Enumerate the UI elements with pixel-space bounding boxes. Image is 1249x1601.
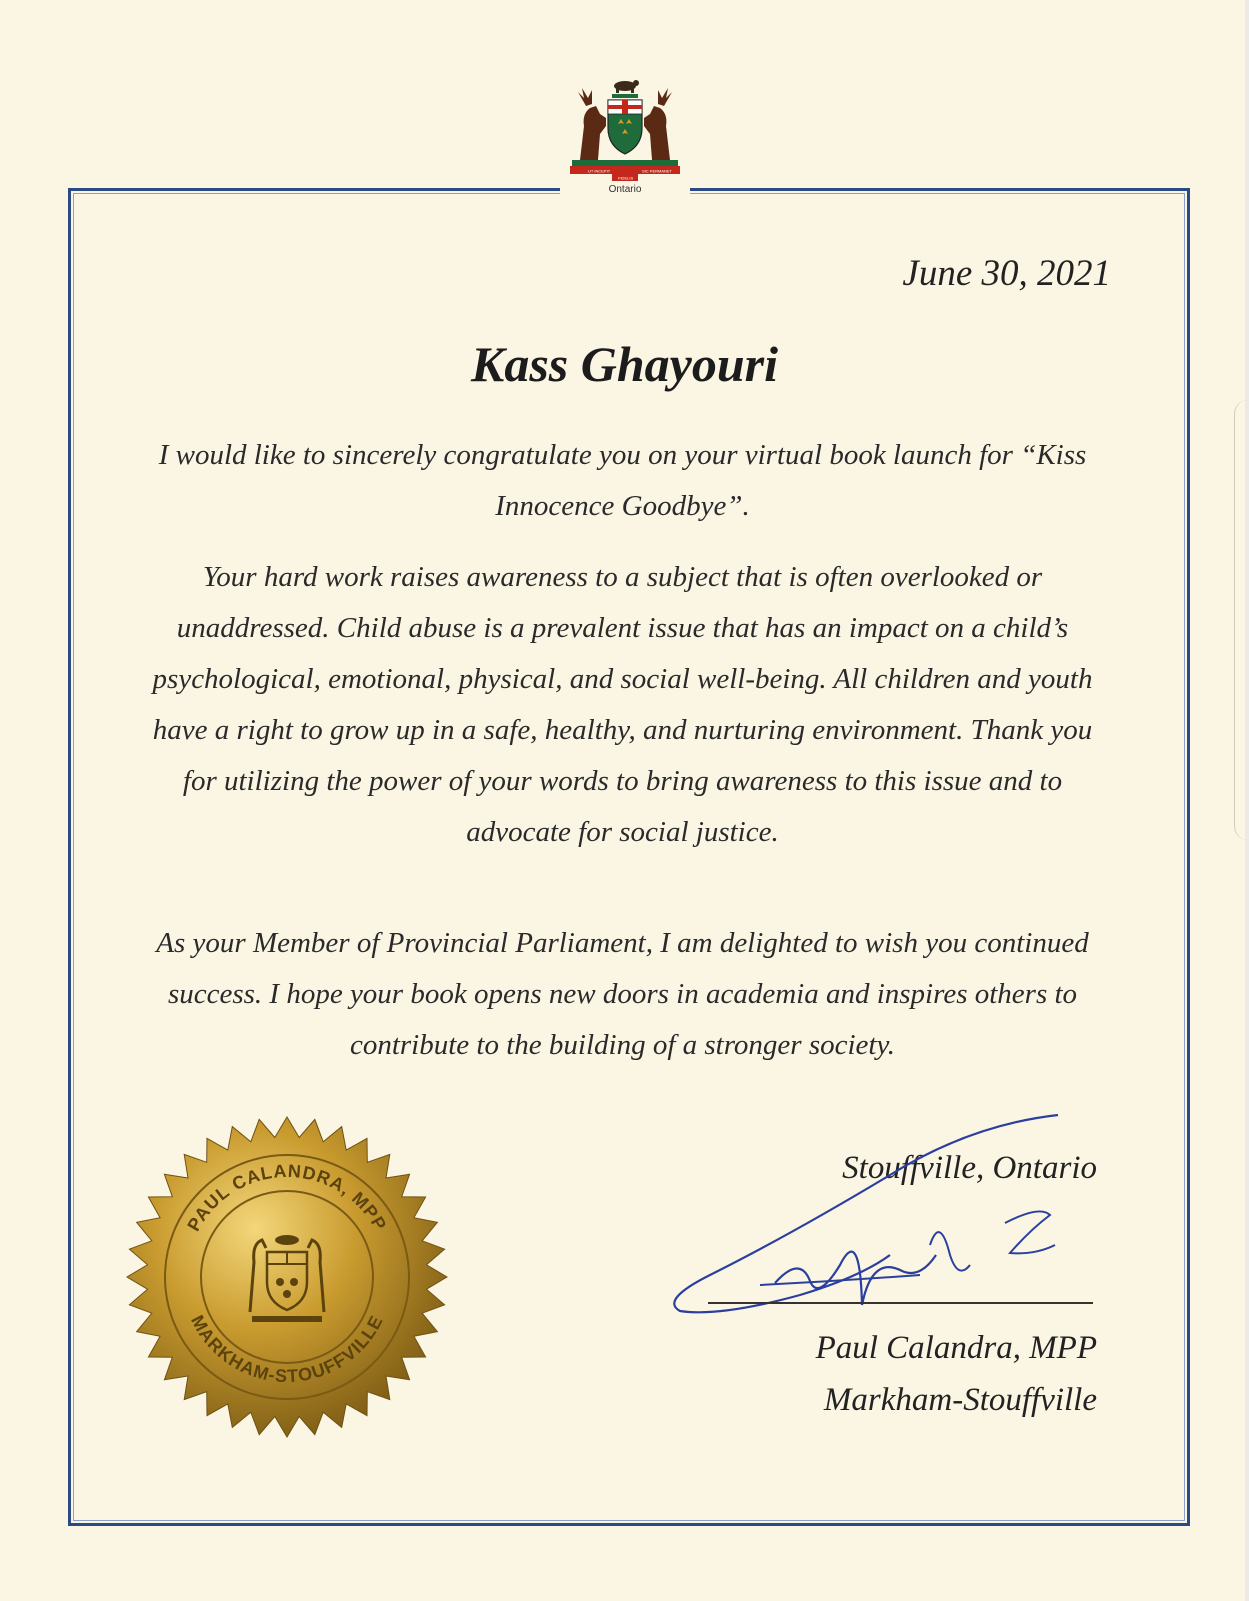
- signer-block: [816, 1322, 1097, 1426]
- ribbon-center-text: FIDELIS: [618, 175, 634, 181]
- signer-riding: Markham-Stouffville: [823, 1382, 1097, 1418]
- screen-curve: [1234, 400, 1249, 840]
- coat-of-arms-icon: [566, 68, 684, 186]
- signature-line: [708, 1302, 1093, 1304]
- paragraph-congratulations: I would like to sincerely congratulate you on your virtual book launch for “Kiss Innocence Goodbye”.: [158, 439, 1087, 522]
- ribbon-left-text: UT INCEPIT: [588, 168, 611, 174]
- ontario-coat-of-arms: [560, 68, 690, 208]
- letter-date: June 30, 2021: [902, 253, 1111, 294]
- signer-name: Paul Calandra, MPP: [815, 1330, 1097, 1366]
- gold-embossed-seal: [122, 1112, 452, 1446]
- ribbon-right-text: SIC PERMANET: [642, 168, 673, 174]
- recipient-name: Kass Ghayouri: [470, 336, 779, 392]
- seal-top-text: PAUL CALANDRA, MPP: [183, 1160, 391, 1235]
- paragraph-wishes: As your Member of Provincial Parliament, I am delighted to wish you continued success. I hope your book opens new doors in academia and inspires others to contribute to the building of a stronger society.: [156, 927, 1089, 1061]
- ontario-label: Ontario: [608, 184, 642, 195]
- seal-bottom-text: MARKHAM-STOUFFVILLE: [187, 1311, 387, 1387]
- letter-place: Stouffville, Ontario: [842, 1150, 1097, 1186]
- paragraph-awareness: Your hard work raises awareness to a subject that is often overlooked or unaddressed. Child abuse is a prevalent issue that has an impact on a child’s psychological, emotional, physical, and social well-being. All children and youth have a right to grow up in a safe, healthy, and nurturing environment. Thank you for utilizing the power of your words to bring awareness to this issue and to advocate for social justice.: [152, 561, 1093, 848]
- handwritten-signature: [640, 1105, 1100, 1329]
